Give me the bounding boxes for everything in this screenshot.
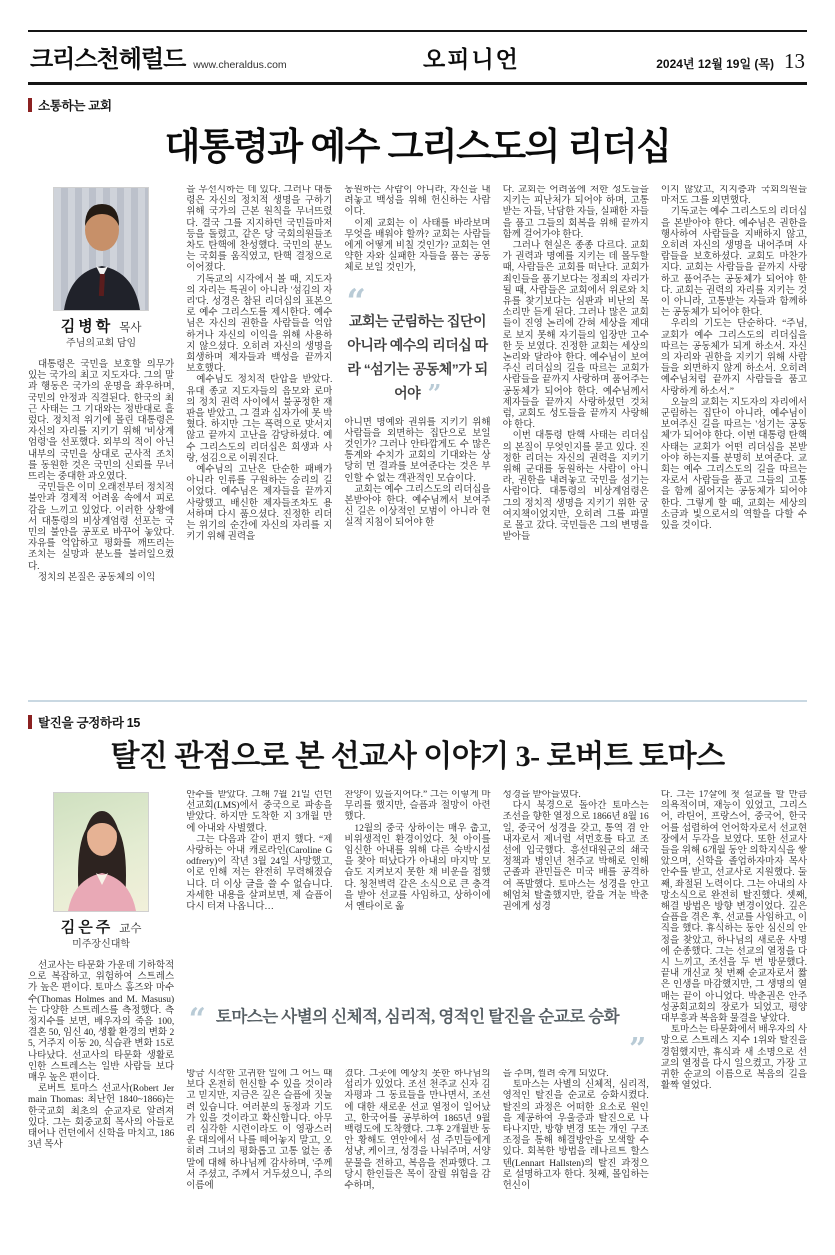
paragraph: 정치의 본질은 공동체의 이익 (38, 572, 156, 583)
paragraph: 방금 시작한 고귀한 일에 그 어느 때보다 온전히 헌신할 수 있을 것이라고 믿지만, 지금은 깊은 슬픔에 짓눌려 있습니다. 여러분의 동정과 기도가 있을 것이라고 확신합니다. 아무리 심각한 시련이라도 이 영광스러운 대의에서 나를 떼어놓지 말고, 오히려 그녀의 평화롭고 고통 없는 종말에 대해 하나님께 감사하며, '주께서 주셨고, 주께서 거두셨으니, 주의 이름에 (186, 1069, 333, 1192)
paragraph: 동원하는 사람이 아니라, 자신을 내려놓고 백성을 위해 헌신하는 사람이다. (344, 185, 491, 218)
paragraph: 12월의 중국 상하이는 매우 춥고, 비위생적인 환경이었다. 첫 아이를 임신한 아내를 위해 다른 숙박시설을 찾아 떠났다가 아내의 마지막 모습도 지켜보지 못한 채 비운을 접했다. 청천벽력 같은 소식으로 큰 충격을 받아 선교를 사임하고, 상하이에서 옌타이로 옮 (344, 823, 491, 913)
paragraph: 찬양이 있을지어다.” 그는 이렇게 마무리를 했지만, 슬픔과 절망이 아련했다. (344, 790, 491, 823)
paragraph: 성경을 받아들였다. (502, 790, 581, 800)
paragraph: 다시 북경으로 돌아간 토마스는 조선을 향한 열정으로 1866년 8월 16일, 중국어 성경을 갖고, 통역 겸 안내자로서 제너럴 셔먼호를 타고 조선에 입국했다. 흥선대원군의 쇄국정책과 병인년 천주교 박해로 인해 군졸과 관민들은 미국 배를 공격하여 폭발했다. 토마스는 성경을 안고 헤엄쳐 탈출했지만, 칼을 겨눈 박춘권에게 성경 (502, 801, 649, 913)
author1-affiliation: 주님의교회 담임 (66, 338, 137, 349)
paragraph: 을 주며, 찔려 죽게 되었다. (502, 1069, 609, 1079)
paragraph: 대통령은 국민을 보호할 의무가 있는 국가의 최고 지도자다. 그의 말과 행동은 국가의 운명을 좌우하며, 국민의 안정과 직결된다. 한국의 최근 사태는 그 기대와는 정반대로 흘렀다. 정치적 위기에 몰린 대통령은 자신의 자리를 지키기 위해 '비상계엄령'을 선포했다. 외부의 적이 아닌 내부의 국민을 상대로 군사적 조치를 동원한 것은 국민의 신뢰를 무너뜨리는 중대한 과오였다. (28, 360, 175, 483)
paragraph: 다. 교회는 어려움에 처한 성도들을 지키는 피난처가 되어야 하며, 고통받는 자들, 낙담한 자들, 실패한 자들을 품고 그들의 회복을 위해 끝까지 함께 걸어가야 한다. (502, 185, 649, 240)
date-page-group (656, 49, 805, 74)
paragraph: 이제 교회는 이 사태를 바라보며 무엇을 배워야 할까? 교회는 사람들에게 어떻게 비칠 것인가? 교회는 연약한 자와 실패한 자들을 품는 공동체로 보일 것인가, (344, 218, 491, 274)
article2-body (28, 790, 807, 1255)
article-divider (28, 700, 807, 702)
author2-affiliation: 미주장신대학 (72, 939, 131, 950)
website-url: www.cheraldus.com (193, 59, 287, 71)
kicker-bar-icon (28, 715, 32, 729)
paragraph: 토마스는 사별의 신체적, 심리적, 영적인 탈진을 순교로 승화시켰다. 탈진의 과정은 어떠한 요소로 원인을 제공하여 우울증과 탈진으로 나타나지만, 방향 변경 또는 개인 구조조정을 통해 해결방안을 모색할 수 있다. 회복한 방법을 레나르트 할스텐(Lennart Hallsten)의 탈진 과정으로 설명하고자 한다. 첫째, 몰입하는 헌신이 (502, 1080, 649, 1192)
article2-middle-bottom (186, 1069, 649, 1255)
article2-column-3-top (344, 790, 490, 997)
kicker-bar-icon (28, 98, 32, 112)
paragraph: 우리의 기도는 단순하다. “주님, 교회가 예수 그리스도의 리더십을 따르는 공동체가 되게 하소서. 자신의 자리와 권한을 지키기 위해 사람들을 외면하지 않게 하소서. 오히려 예수님처럼 끝까지 사람들을 품고 사랑하게 하소서.” (660, 319, 808, 397)
article1-kicker-label: 소통하는 교회 (38, 99, 112, 113)
author1-photo (53, 187, 149, 311)
article2-column-4-bottom (503, 1069, 649, 1255)
paragraph: 교회는 예수 그리스도의 리더십을 본받아야 한다. 예수님께서 보여주신 길은 이상적인 모범이 아니라 현실적 지침이 되어야 한 (344, 484, 491, 529)
paragraph: 기독교의 시각에서 볼 때, 지도자의 자리는 특권이 아니라 '섬김의 자리'다. 성경은 참된 리더십의 표본으로 예수 그리스도를 제시한다. 예수님은 자신의 권한을 사람들을 억압하거나 자신의 이익을 위해 사용하지 않으셨다. 오히려 자신의 생명을 희생하며 제자들과 백성을 끝까지 보호했다. (186, 274, 333, 375)
page-header (28, 32, 807, 82)
article2-column-1 (28, 790, 174, 1255)
article1-column-3 (344, 185, 490, 690)
publication-date: 2024년 12월 19일 (목) (656, 57, 774, 71)
quote-open-icon: “ (188, 1002, 206, 1037)
paragraph: 그러나 현실은 종종 다르다. 교회가 권력과 명예를 지키는 데 몰두할 때, 사람들은 교회를 떠난다. 교회가 죄인들을 품기보다는 정죄의 자리가 될 때, 사람들은 교회에서 위로와 치유를 찾기보다는 심판과 비난의 목소리만 듣게 된다. 그러나 많은 교회들이 진영 논리에 갇혀 세상을 제대로 보지 못해 자기들의 입장만 고수한 듯 보였다. 진정한 교회는 세상의 논리와 달라야 한다. 예수님이 보여주신 리더십의 길을 따르는 교회가 사람들을 끝까지 사랑하며 품어주는 공동체가 되어야 한다. 예수님께서 제자들을 끝까지 사랑하셨던 것처럼, 교회도 성도들을 끝까지 사랑해야 한다. (502, 241, 649, 431)
section-title: 오피니언 (423, 46, 520, 72)
article2-column-2-top (186, 790, 332, 997)
article1-kicker (28, 97, 807, 113)
article1-pull-quote (346, 281, 488, 408)
paragraph: 예수님도 정치적 탄압을 받았다. 유대 종교 지도자들의 음모와 로마의 정치 권력 사이에서 불공정한 재판을 받았고, 그 결과 십자가에 못 박혔다. 하지만 그는 폭력으로 맞서지 않고 끝까지 고난을 감당하셨다. 예수 그리스도의 리더십은 희생과 사랑, 섬김으로 이뤄진다. (186, 375, 333, 464)
person-silhouette-icon (54, 792, 149, 911)
author2-photo (53, 792, 149, 912)
article1-column-4 (503, 185, 649, 690)
article2-pull-quote (186, 997, 649, 1069)
article1-pull-quote-text (346, 309, 488, 406)
article-1 (28, 97, 807, 690)
article1-headline: 대통령과 예수 그리스도의 리더십 (164, 126, 671, 167)
paragraph: 이지 않았고, 지지층과 국회의원들마저도 그를 외면했다. (660, 185, 808, 207)
article2-pull-quote-text: 토마스는 사별의 신체적, 심리적, 영적인 탈진을 순교로 승화 (215, 1007, 620, 1026)
article1-column-2 (186, 185, 332, 690)
paragraph: 오늘의 교회는 지도자의 자리에서 군림하는 집단이 아니라, 예수님이 보여주신 길을 따르는 '섬기는 공동체'가 되어야 한다. 이번 대통령 탄핵 사태는 교회가 어떤 리더십을 본받아야 하는지를 분명히 보여준다. 교회는 예수 그리스도의 길을 따르는 자로서 사람들을 품고 그들의 고통을 함께 짊어지는 공동체가 되어야 한다. 그렇게 할 때, 교회는 세상의 소금과 빛으로서의 역할을 다할 수 있을 것이다. (660, 397, 808, 532)
paragraph: 아니면 명예와 권위를 지키기 위해 사람들을 외면하는 집단으로 보일 것인가? 그러나 안타깝게도 수 많은 통계와 수치가 교회의 기대와는 상당히 먼 결과를 보여준다는 것은 부인할 수 없는 객관적인 모습이다. (344, 417, 491, 484)
author2-name-line (28, 919, 174, 938)
quote-close-icon: ” (629, 1032, 647, 1067)
author1-title: 목사 (119, 322, 142, 334)
article2-column-5 (661, 790, 807, 1255)
person-silhouette-icon (54, 187, 149, 310)
author2-title: 교수 (119, 923, 142, 935)
paragraph: 이번 대통령 탄핵 사태는 리더십의 본질이 무엇인지를 묻고 있다. 진정한 리더는 자신의 권력을 지키기 위해 군대를 동원하는 사람이 아니라, 권한을 내려놓고 국민을 섬기는 사람이다. 대통령의 비상계엄령은 그의 정치적 생명을 지키기 위한 궁여지책이었지만, 오히려 그를 파멸로 몰고 갔다. 국민들은 그의 변명을 받아들 (502, 431, 649, 543)
article2-middle-top (186, 790, 649, 997)
paragraph: 겼다. 그곳에 예상치 못한 하나님의 섭리가 있었다. 조선 천주교 신자 김자평과 그 동료들을 만나면서, 조선에 대한 새로운 선교 열정이 일어났고, 한국어를 공부하여 1865년 9월 백령도에 도착했다. 그후 2개월반 동안 황해도 연안에서 섬 주민들에게 성냥, 케이크, 성경을 나눠주며, 서양문물을 전하고, 복음을 전파했다. 그 당시 한인들은 목이 잘릴 위험을 감수하며, (344, 1069, 491, 1192)
paragraph: 안수를 받았다. 그해 7월 21일 런던선교회(LMS)에서 중국으로 파송을 받았다. 하지만 도착한 지 3개월 만에 아내와 사별했다. (186, 790, 333, 834)
article2-author-card (28, 792, 174, 951)
paragraph: 그는 다음과 같이 편지 했다. “제 사랑하는 아내 캐로라인(Caroline Godfrery)이 작년 3월 24일 사망했고, 이로 인해 저는 완전히 무력해졌습니다. 더 이상 글을 쓸 수 없습니다. 자세한 내용을 살펴보면, 제 슬픔이 다시 터져 나옵니다… (186, 834, 333, 913)
article1-author-card (28, 187, 174, 350)
article1-column-1 (28, 185, 174, 690)
article1-body (28, 185, 807, 690)
page-number: 13 (784, 49, 805, 73)
paragraph: 기독교는 예수 그리스도의 리더십을 본받아야 한다. 예수님은 권한을 행사하여 사람들을 지배하지 않고, 오히려 자신의 생명을 내어주며 사람들을 보호하셨다. 교회도 마찬가지다. 교회는 사람들을 끝까지 사랑하고 품어주는 공동체가 되어야 한다. 교회는 권력의 자리를 지키는 것이 아니라, 고통받는 자들과 함께하는 공동체가 되어야 한다. (660, 207, 808, 319)
article2-column-3-bottom (344, 1069, 490, 1255)
masthead-logo: 크리스천헤럴드 (30, 46, 186, 73)
article1-column-5 (661, 185, 807, 690)
author2-name: 김은주 (60, 920, 114, 936)
author1-name: 김병학 (60, 319, 114, 335)
article2-column-2-bottom (186, 1069, 332, 1255)
paragraph: 을 우선시하는 데 있다. 그러나 대통령은 자신의 정치적 생명을 구하기 위해 국가의 근본 원칙을 무너뜨렸다. 결국 그를 지지하던 국민들마저 등을 돌렸고, 같은 당 국회의원들조차도 탄핵에 찬성했다. 국민의 분노는 국회를 움직였고, 탄핵 결정으로 이어졌다. (186, 185, 333, 274)
paragraph: 로버트 토마스 선교사(Robert Jermain Thomas: 최난헌 1840~1866)는 한국교회 최초의 순교자로 알려져 있다. 그는 회중교회 목사의 아들로 태어나 런던에서 신학을 마치고, 1863년 목사 (28, 1084, 175, 1151)
article2-headline: 탈진 관점으로 본 선교사 이야기 3- 로버트 토마스 (110, 740, 725, 773)
paragraph: 토마스는 타문화에서 배우자의 사망으로 스트레스 지수 1위와 탈진을 경험했지만, 휴식과 새 소명으로 선교의 열정을 다시 일으켰고, 가장 고귀한 순교의 이름으로 복음의 길을 활짝 열었다. (660, 1025, 807, 1092)
article2-kicker-label: 탈진을 긍정하라 15 (38, 716, 141, 730)
paragraph: 선교사는 타문화 가운데 기하학적으로 복잡하고, 위험하여 스트레스가 높은 편이다. 토마스 홈즈와 마수수(Thomas Holmes and M. Masusu)는 다양한 스트레스를 측정했다. 측정지수를 보면, 배우자의 죽음 100, 결혼 50, 임신 40, 생활 환경의 변화 25, 거주지 이동 20, 식습관 변화 15로 나타났다. 선교사의 타문화 생활로 인한 스트레스는 일반 사람들 보다 매우 높은 편이다. (28, 961, 175, 1084)
quote-open-icon: “ (346, 281, 366, 322)
pull-quote-text: 교회는 군림하는 집단이 아니라 예수의 리더십 따라 “섬기는 공동체”가 되어야 (347, 312, 488, 401)
article2-column-4-top (503, 790, 649, 997)
article2-middle-columns (186, 790, 649, 1255)
quote-close-icon: ” (427, 378, 441, 408)
paragraph: 다. 그는 17살에 첫 설교를 할 만큼 의욕적이며, 재능이 있었고, 그리스어, 라틴어, 프랑스어, 중국어, 한국어를 섭렵하여 언어학자로서 선교현장에서 두각을 보였다. 또한 선교사들을 위해 6개월 동안 의학지식을 쌓았으며, 신학을 졸업하자마자 목사 안수를 받고, 선교사로 지원했다. 둘째, 좌절된 노력이다. 그는 아내의 사망소식으로 완전히 탈진했다. 셋째, 해결 방법은 방향 변경이었다. 깊은 슬픔을 겪은 후, 선교를 사임하고, 이직을 했다. 휴식하는 동안 심신의 안정을 찾았고, 하나님의 새로운 사명에 순종했다. 그는 선교의 열정을 다시 느끼고, 조선을 두 번 방문했다. 끝내 개신교 첫 번째 순교자로서 짧은 인생을 마감했지만, 그 생명의 열매는 끝이 아니었다. 박춘권은 안주 성공회교회의 장로가 되었고, 평양 대부흥과 복음화 물결을 낳았다. (660, 790, 807, 1025)
paragraph: 예수님의 고난은 단순한 패배가 아니라 인류를 구원하는 승리의 길이었다. 예수님은 제자들을 끝까지 사랑했고, 배신한 제자들조차도 용서하며 다시 품으셨다. 진정한 리더는 위기의 순간에 자신의 자리를 지키기 위해 권력을 (186, 465, 333, 543)
author1-name-line (28, 318, 174, 337)
article2-kicker (28, 714, 807, 730)
article-2 (28, 714, 807, 1255)
masthead-group (30, 39, 287, 74)
paragraph: 국민들은 이미 오래전부터 정치적 불안과 경제적 어려움 속에서 피로감을 느끼고 있었다. 이러한 상황에서 대통령의 비상계엄령 선포는 국민의 불안을 공포로 바꾸어 놓았다. 자유를 억압하고 평화를 깨뜨리는 조치는 실망과 분노를 불러일으켰다. (28, 483, 175, 572)
header-rule (28, 82, 807, 85)
